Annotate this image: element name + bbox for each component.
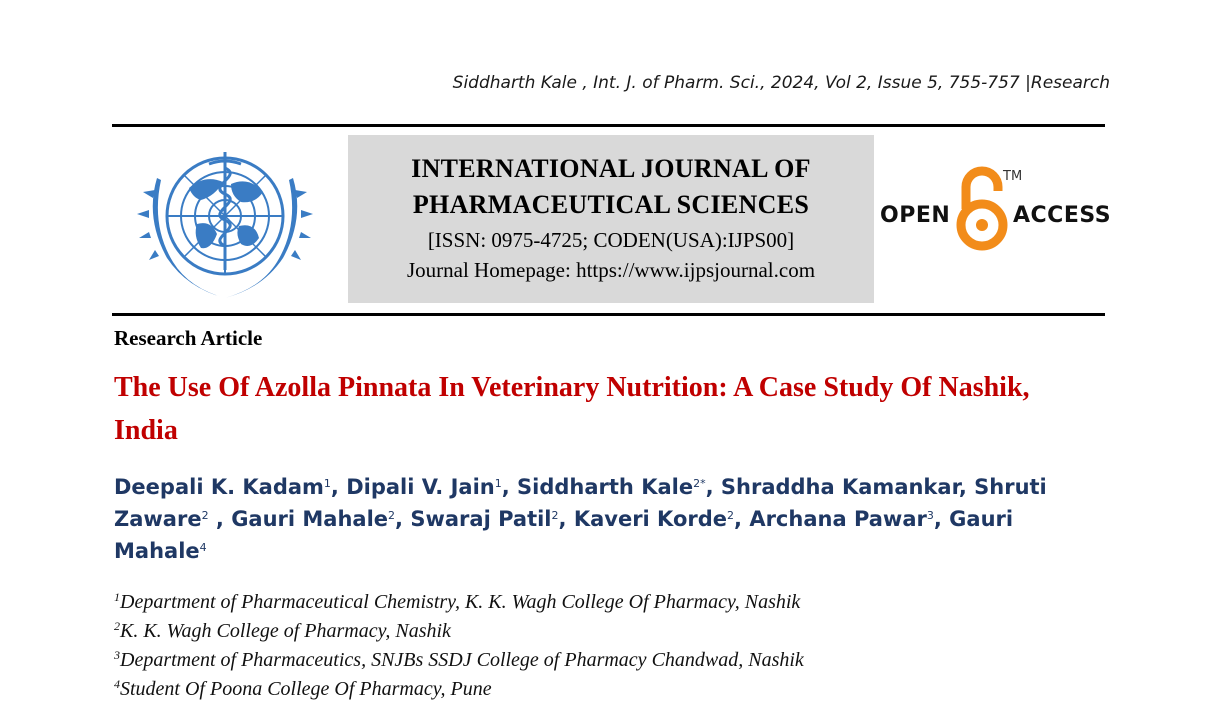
journal-homepage[interactable]: Journal Homepage: https://www.ijpsjournal.com [406,258,816,282]
author-separator: , [958,475,975,499]
author-name: Kaveri Korde [573,507,728,531]
author-affiliation-marker: 2 [727,509,735,522]
article-title: The Use Of Azolla Pinnata In Veterinary Nutrition: A Case Study Of Nashik, India [114,372,1030,446]
header-rule-bottom [112,313,1105,316]
un-emblem-logo [127,138,324,306]
author-name: Gauri Mahale [114,507,1014,563]
author-affiliation-marker: 2* [693,477,706,490]
author-separator: , [705,475,721,499]
affiliation-text: Department of Pharmaceutics, SNJBs SSDJ College of Pharmacy Chandwad, Nashik [120,649,804,671]
author-name: Dipali V. Jain [346,475,495,499]
affiliation-line [114,646,1104,675]
affiliation-line [114,675,1104,704]
author-name: Shruti Zaware [114,475,1047,531]
affiliation-number: 1 [114,590,120,604]
journal-title: INTERNATIONAL JOURNAL OF PHARMACEUTICAL SCIENCES [411,154,811,219]
author-separator: , [395,507,411,531]
author-affiliation-marker: 3 [926,509,934,522]
author-name: Siddharth Kale [517,475,694,499]
article-type: Research Article [114,326,263,350]
affiliation-list [114,588,1104,704]
trademark-mark: TM [1003,169,1023,184]
author-affiliation-marker: 2 [388,509,396,522]
author-name: Archana Pawar [749,507,927,531]
running-head: Siddharth Kale , Int. J. of Pharm. Sci., 2024, Vol 2, Issue 5, 755-757 |Research [452,73,1110,93]
author-affiliation-marker: 4 [199,541,207,554]
open-access-logo [880,165,1112,255]
affiliation-text: K. K. Wagh College of Pharmacy, Nashik [120,620,451,642]
author-affiliation-marker: 1 [323,477,331,490]
author-separator: , [734,507,750,531]
author-separator: , [330,475,347,499]
access-word: ACCESS [1013,203,1112,228]
author-name: Swaraj Patil [410,507,552,531]
header-rule-top [112,124,1105,127]
author-name: Gauri Mahale [231,507,389,531]
affiliation-line [114,588,1104,617]
affiliation-number: 3 [114,648,120,662]
affiliation-line [114,617,1104,646]
author-separator: , [933,507,950,531]
issn-line: [ISSN: 0975-4725; CODEN(USA):IJPS00] [427,228,795,252]
author-affiliation-marker: 2 [551,509,559,522]
author-name: Shraddha Kamankar [720,475,959,499]
affiliation-text: Department of Pharmaceutical Chemistry, K. K. Wagh College Of Pharmacy, Nashik [120,591,801,613]
author-separator: , [501,475,518,499]
open-access-lock-icon [954,165,1010,253]
affiliation-number: 2 [114,619,120,633]
author-separator: , [558,507,574,531]
journal-masthead [348,135,874,303]
open-word: OPEN [880,203,951,228]
author-affiliation-marker: 2 [201,509,209,522]
author-name: Deepali K. Kadam [114,475,324,499]
author-list [114,471,1104,567]
affiliation-text: Student Of Poona College Of Pharmacy, Pune [120,678,492,700]
affiliation-number: 4 [114,677,120,691]
author-separator: , [208,507,232,531]
author-affiliation-marker: 1 [494,477,502,490]
